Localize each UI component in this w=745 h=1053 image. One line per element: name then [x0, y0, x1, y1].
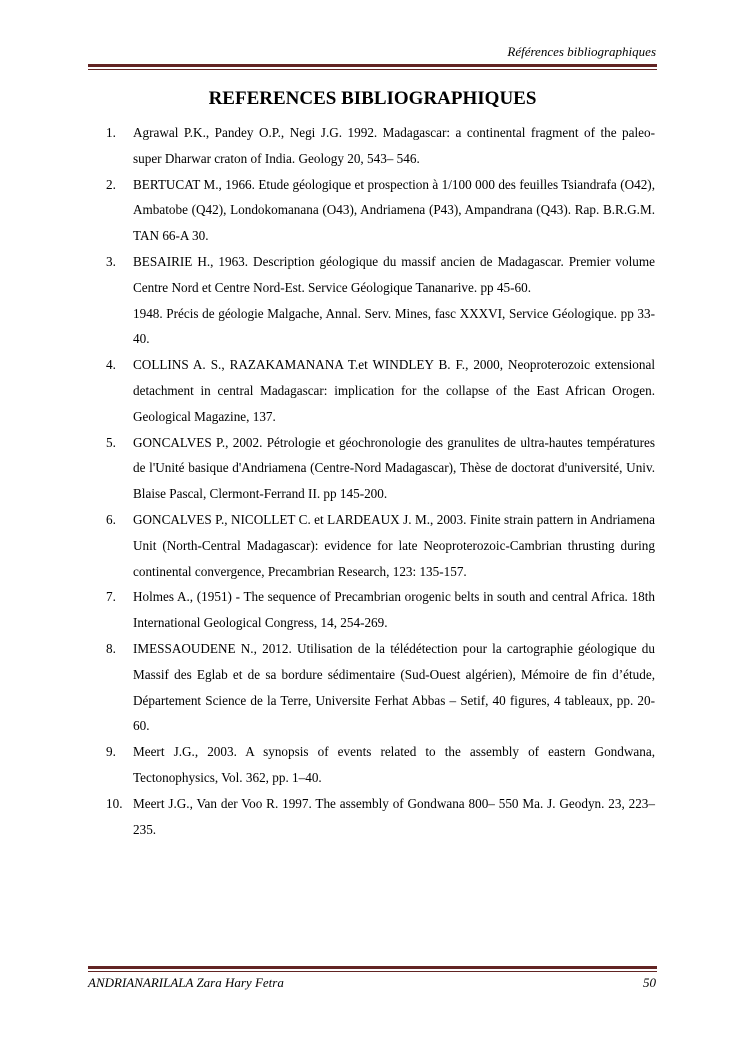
reference-text: GONCALVES P., 2002. Pétrologie et géochronologie des granulites de ultra-hautes températures de l'Unité basique d'Andriamena (Centre-Nord Madagascar), Thèse de doctorat d'université, Univ. Blaise Pascal, Clermont-Ferrand II. pp 145-200. [133, 434, 655, 502]
reference-number: 7. [106, 589, 116, 605]
footer-rule [88, 966, 657, 972]
reference-text: Holmes A., (1951) - The sequence of Precambrian orogenic belts in south and central Africa. 18th International Geological Congress, 14, 254-269. [133, 589, 655, 631]
reference-text: IMESSAOUDENE N., 2012. Utilisation de la télédétection pour la cartographie géologique du Massif des Eglab et de sa bordure sédimentaire (Sud-Ouest algérien), Mémoire de fin d’étude, Département Science de la Terre, Universite Ferhat Abbas – Setif, 40 figures, 4 tableaux, pp. 20-60. [133, 640, 655, 734]
running-header-title: Références bibliographiques [507, 44, 656, 59]
reference-text: BERTUCAT M., 1966. Etude géologique et prospection à 1/100 000 des feuilles Tsiandrafa (O42), Ambatobe (Q42), Londokomanana (O43), Andriamena (P43), Ampandrana (Q43). Rap. B.R.G.M. TAN 66-A 30. [133, 176, 655, 244]
reference-number: 4. [106, 357, 116, 373]
footer-author: ANDRIANARILALA Zara Hary Fetra [88, 975, 284, 990]
reference-text: Meert J.G., Van der Voo R. 1997. The assembly of Gondwana 800– 550 Ma. J. Geodyn. 23, 223–235. [133, 795, 655, 837]
reference-item [106, 636, 655, 739]
reference-number: 6. [106, 511, 116, 527]
reference-item [106, 249, 655, 352]
reference-item [106, 352, 655, 429]
reference-item [106, 507, 655, 584]
reference-text: BESAIRIE H., 1963. Description géologique du massif ancien de Madagascar. Premier volume Centre Nord et Centre Nord-Est. Service Géologique Tananarive. pp 45-60. [133, 253, 655, 295]
reference-item [106, 739, 655, 791]
reference-item [106, 584, 655, 636]
reference-number: 2. [106, 176, 116, 192]
reference-item [106, 430, 655, 507]
header-rule [88, 64, 657, 70]
page-title: REFERENCES BIBLIOGRAPHIQUES [208, 88, 537, 109]
reference-number: 10. [106, 795, 123, 811]
reference-number: 3. [106, 253, 116, 269]
reference-number: 5. [106, 434, 116, 450]
page-number: 50 [643, 975, 656, 990]
reference-text: Agrawal P.K., Pandey O.P., Negi J.G. 1992. Madagascar: a continental fragment of the paleo-super Dharwar craton of India. Geology 20, 543– 546. [133, 125, 655, 166]
reference-number: 8. [106, 640, 116, 656]
reference-item [106, 172, 655, 249]
reference-item [106, 120, 655, 172]
reference-list [106, 120, 655, 842]
reference-text: GONCALVES P., NICOLLET C. et LARDEAUX J. M., 2003. Finite strain pattern in Andriamena Unit (North-Central Madagascar): evidence for late Neoproterozoic-Cambrian thrusting during continental convergence, Precambrian Research, 123: 135-157. [133, 511, 655, 579]
reference-number: 1. [106, 125, 116, 140]
reference-item [106, 791, 655, 843]
reference-text: 1948. Précis de géologie Malgache, Annal. Serv. Mines, fasc XXXVI, Service Géologique. pp 33-40. [133, 305, 655, 347]
reference-number: 9. [106, 744, 116, 760]
reference-text: Meert J.G., 2003. A synopsis of events related to the assembly of eastern Gondwana, Tectonophysics, Vol. 362, pp. 1–40. [133, 744, 655, 785]
reference-text: COLLINS A. S., RAZAKAMANANA T.et WINDLEY B. F., 2000, Neoproterozoic extensional detachment in central Madagascar: implication for the collapse of the East African Orogen. Geological Magazine, 137. [133, 357, 655, 424]
